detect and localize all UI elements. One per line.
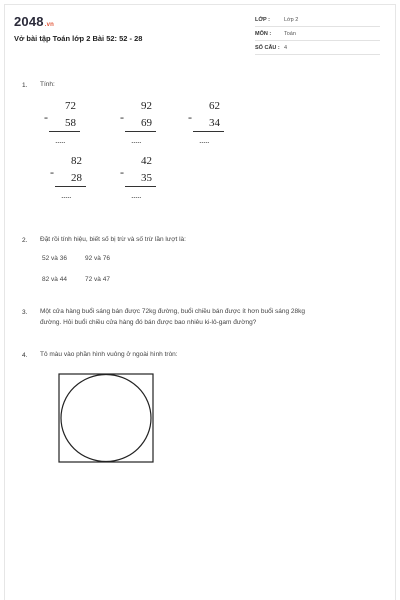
meta-question-count-value: 4 xyxy=(284,45,288,51)
question-4-text: Tô màu vào phần hình vuông ở ngoài hình tròn: xyxy=(40,351,178,358)
result-line xyxy=(55,186,86,187)
question-3-text-line-1: Một cửa hàng buổi sáng bán được 72kg đường, buổi chiều bán được ít hơn buổi sáng 28kg xyxy=(40,308,306,315)
number-pair: 92 và 76 xyxy=(85,255,110,262)
subtrahend: 58 xyxy=(65,117,76,129)
subtraction-problem xyxy=(120,155,156,205)
number-pair: 72 và 47 xyxy=(85,276,110,283)
page-title: Vở bài tập Toán lớp 2 Bài 52: 52 - 28 xyxy=(14,34,143,43)
meta-subject-label: MÔN : xyxy=(255,31,272,37)
question-3-number: 3. xyxy=(22,309,28,316)
meta-grade-label: LỚP : xyxy=(255,17,270,23)
minuend: 92 xyxy=(141,100,152,112)
question-1-text: Tính: xyxy=(40,81,55,88)
result-line xyxy=(193,131,224,132)
subtraction-problem xyxy=(188,100,224,150)
subtrahend: 69 xyxy=(141,117,152,129)
minus-sign: - xyxy=(120,165,124,179)
subtrahend: 35 xyxy=(141,172,152,184)
minus-sign: - xyxy=(50,165,54,179)
circle-shape xyxy=(61,375,151,462)
worksheet-page xyxy=(4,4,396,600)
minuend: 42 xyxy=(141,155,152,167)
meta-subject-value: Toán xyxy=(284,31,296,37)
meta-question-count xyxy=(255,43,380,55)
answer-blank[interactable]: ..... xyxy=(131,190,142,200)
minuend: 62 xyxy=(209,100,220,112)
result-line xyxy=(49,131,80,132)
minus-sign: - xyxy=(188,110,192,124)
meta-question-count-label: SỐ CÂU : xyxy=(255,45,280,51)
minuend: 82 xyxy=(71,155,82,167)
question-3-text-line-2: đường. Hỏi buổi chiều cửa hàng đó bán được bao nhiêu ki-lô-gam đường? xyxy=(40,319,257,326)
question-2-number: 2. xyxy=(22,237,28,244)
subtraction-problem xyxy=(44,100,80,150)
minuend: 72 xyxy=(65,100,76,112)
answer-blank[interactable]: ..... xyxy=(199,135,210,145)
subtraction-problem xyxy=(120,100,156,150)
site-logo[interactable]: 2048.vn xyxy=(14,14,55,29)
square-shape[interactable] xyxy=(59,374,153,462)
square-with-inscribed-circle[interactable] xyxy=(58,373,154,463)
subtrahend: 28 xyxy=(71,172,82,184)
number-pair: 52 và 36 xyxy=(42,255,67,262)
answer-blank[interactable]: ..... xyxy=(61,190,72,200)
subtrahend: 34 xyxy=(209,117,220,129)
result-line xyxy=(125,186,156,187)
question-1-number: 1. xyxy=(22,82,28,89)
answer-blank[interactable]: ..... xyxy=(131,135,142,145)
question-4-number: 4. xyxy=(22,352,28,359)
question-2-text: Đặt rồi tính hiệu, biết số bị trừ và số trừ lần lượt là: xyxy=(40,236,186,243)
answer-blank[interactable]: ..... xyxy=(55,135,66,145)
meta-grade-value: Lớp 2 xyxy=(284,17,299,23)
result-line xyxy=(125,131,156,132)
meta-subject xyxy=(255,29,380,41)
meta-grade xyxy=(255,15,380,27)
number-pair: 82 và 44 xyxy=(42,276,67,283)
minus-sign: - xyxy=(44,110,48,124)
minus-sign: - xyxy=(120,110,124,124)
subtraction-problem xyxy=(50,155,86,205)
